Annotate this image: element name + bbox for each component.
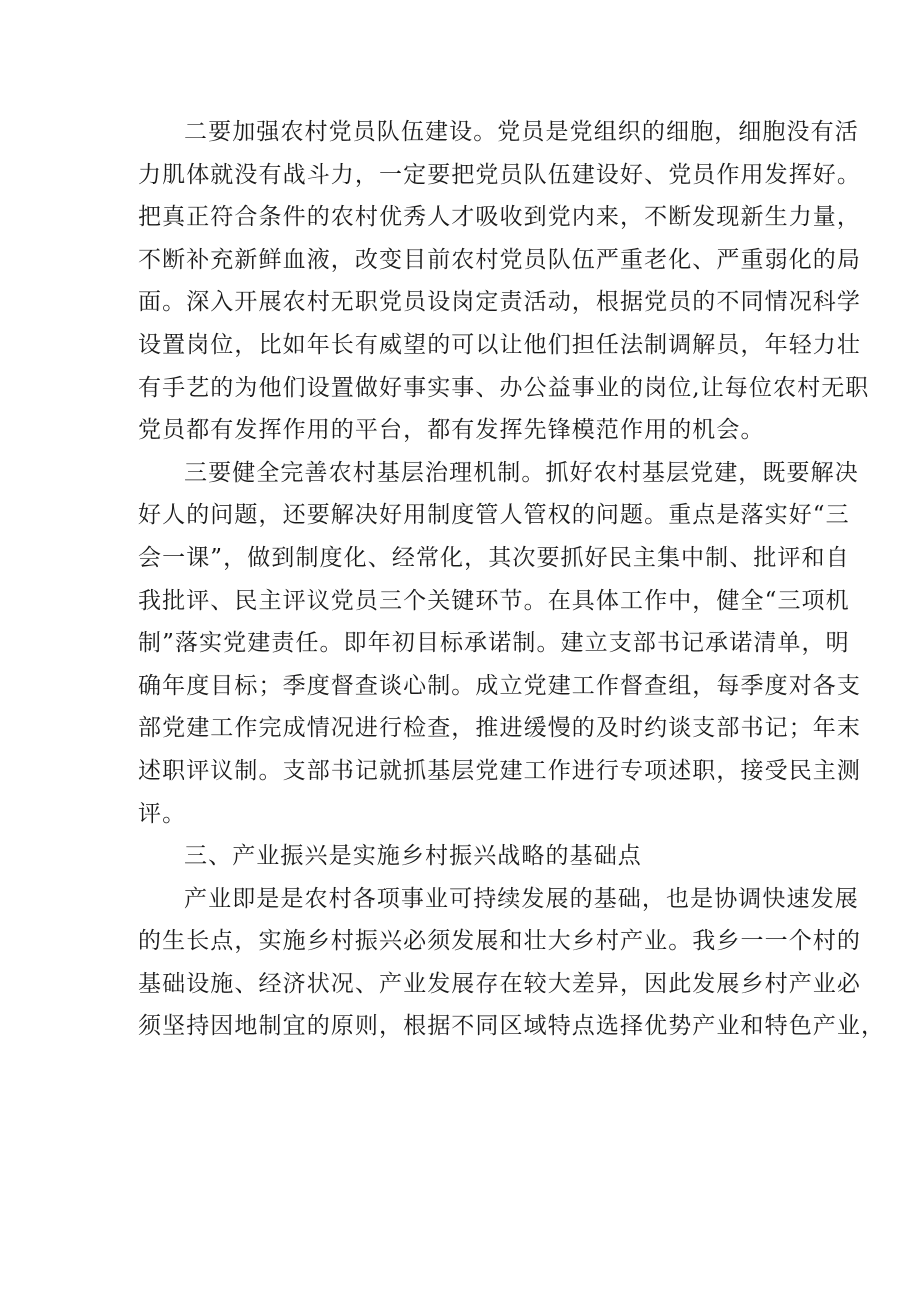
section-heading (138, 835, 808, 878)
text-line: 部党建工作完成情况进行检查，推进缓慢的及时约谈支部书记；年末 (138, 715, 861, 742)
text-line: 确年度目标；季度督查谈心制。成立党建工作督查组，每季度对各支 (138, 672, 861, 699)
text-line: 须坚持因地制宜的原则，根据不同区域特点选择优势产业和特色产业， (138, 1013, 886, 1040)
text-line: 基础设施、经济状况、产业发展存在较大差异，因此发展乡村产业必 (138, 970, 861, 997)
text-line: 设置岗位，比如年长有威望的可以让他们担任法制调解员，年轻力壮 (138, 331, 861, 358)
text-line: 三要健全完善农村基层治理机制。抓好农村基层党建，既要解决 (184, 459, 859, 486)
text-line: 制”落实党建责任。即年初目标承诺制。建立支部书记承诺清单，明 (138, 630, 850, 657)
paragraph-party-member-team (138, 111, 870, 452)
text-line: 把真正符合条件的农村优秀人才吸收到党内来，不断发现新生力量， (138, 204, 861, 231)
text-line: 党员都有发挥作用的平台，都有发挥先锋模范作用的机会。 (138, 417, 765, 444)
paragraph-governance-mechanism (138, 452, 861, 835)
text-line: 评。 (138, 800, 187, 827)
document-body (138, 111, 886, 1048)
text-line: 不断补充新鲜血液，改变目前农村党员队伍严重老化、严重弱化的局 (138, 246, 861, 273)
paragraph-industry-revitalization (138, 878, 886, 1048)
text-line: 的生长点，实施乡村振兴必须发展和壮大乡村产业。我乡一一个村的 (138, 928, 861, 955)
text-line: 有手艺的为他们设置做好事实事、办公益事业的岗位,让每位农村无职 (138, 374, 870, 401)
section-heading-text: 三、产业振兴是实施乡村振兴战略的基础点 (184, 843, 642, 870)
text-line: 二要加强农村党员队伍建设。党员是党组织的细胞，细胞没有活 (184, 119, 859, 145)
text-line: 我批评、民主评议党员三个关键环节。在具体工作中，健全“三项机 (138, 587, 850, 614)
text-line: 会一课”，做到制度化、经常化，其次要抓好民主集中制、批评和自 (138, 544, 850, 571)
text-line: 面。深入开展农村无职党员设岗定责活动，根据党员的不同情况科学 (138, 289, 861, 316)
text-line: 述职评议制。支部书记就抓基层党建工作进行专项述职，接受民主测 (138, 757, 861, 784)
text-line: 好人的问题，还要解决好用制度管人管权的问题。重点是落实好“三 (138, 502, 850, 529)
text-line: 力肌体就没有战斗力，一定要把党员队伍建设好、党员作用发挥好。 (138, 161, 861, 188)
text-line: 产业即是是农村各项事业可持续发展的基础，也是协调快速发展 (184, 885, 859, 912)
